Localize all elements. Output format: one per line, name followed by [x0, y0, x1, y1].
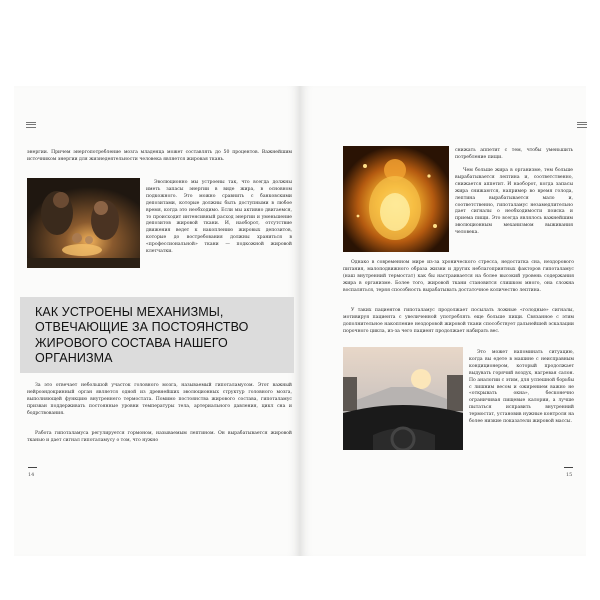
menu-icon	[577, 122, 587, 129]
left-page-number: 14	[28, 472, 35, 478]
glowing-body-image	[343, 146, 449, 252]
left-paragraph-1: За это отвечает небольшой участок головного мозга, называемый гипоталамусом. Этот важный нейроэндокринный орган является одной из древнейших эволюционных структур головного мозга, выполняющей функцию внутреннего термостата. Помимо постоянства жирового состава, гипоталамус призван поддерживать постоянные уровни температуры тела, артериального давления, цикл сна и бодрствования.	[27, 383, 292, 416]
right-middle-paragraph-2: У таких пациентов гипоталамус продолжает посылать ложные «голодные» сигналы, мотивируя пациента с увеличенной употреблять еще больше пищи. Связанное с этим дополнительное накопление нездоровой жировой ткани способствует дальнейшей эскалации порочного цикла, из-за чего пациент продолжает набирать вес.	[343, 308, 574, 334]
section-heading: КАК УСТРОЕНЫ МЕХАНИЗМЫ, ОТВЕЧАЮЩИЕ ЗА ПОСТОЯНСТВО ЖИРОВОГО СОСТАВА НАШЕГО ОРГАНИЗМА	[35, 305, 249, 366]
left-side-paragraph: Эволюционно мы устроены так, что всегда должны иметь запасы энергии в виде жира, в основном подкожного. Это можно сравнить с банковскими депозитами, которые должны быть доступными в любое время, когда это необходимо. Если мы активно двигаемся, то происходит интенсивный расход энергии и уменьшение депозитов жировой ткани. И, наоборот, отсутствие движения ведет к накоплению жировых депозитов, которые до востребования должны храниться в «профессиональной» ткани — подкожной жировой клетчатки.	[146, 180, 292, 255]
right-side-top-1: снижать аппетит с тем, чтобы уменьшить потребление пищи.	[455, 148, 573, 160]
menu-icon	[26, 122, 36, 129]
left-paragraph-2: Работа гипоталамуса регулируется гормоном, называемым лептином. Он вырабатывается жировой тканью и дает сигнал гипоталамусу о том, что нужно	[27, 431, 292, 443]
right-side-bottom: Это может напоминать ситуацию, когда вы едете в машине с неисправным кондиционером, который продолжает выдувать горячий воздух, нагревая салон. По аналогии с этим, для успешной борьбы с лишним весом и ожирением важно не «открывать окна», бесконечно ограничивая пищевые калории, а лучше пытаться исправить внутренний термостат, установив нужные контроля на более низкие показатели жировой массы.	[469, 350, 574, 425]
right-middle-paragraph-1: Однако в современном мире из-за хронического стресса, недостатка сна, нездорового питания, малоподвижного образа жизни и других неблагоприятных факторов гипоталамус (наш внутренний термостат) как бы настраивается на более высокий уровень содержания жира в организме. Более того, жировой ткани становится слишком много, она сложна воспаляться, теряя способность вырабатывать достаточное количество лептина.	[343, 260, 574, 293]
prehistoric-family-image	[27, 178, 140, 268]
car-windshield-image	[343, 347, 463, 450]
right-side-top-2: Чем больше жира в организме, тем больше вырабатывается лептина и, соответственно, снижается аппетит. И наоборот, когда запасы жира снижаются, например во время голода, лептина вырабатывается мало и, соответственно, гипоталамус незамедлительно дает сигналы о необходимости поиска и приема пищи. Это всегда являлось важнейшим эволюционным механизмом выживания человека.	[455, 168, 573, 236]
left-top-paragraph: энергии. Причем энергопотребление мозга младенца может составлять до 50 процентов. Важнейшим источником энергии для жизнедеятельности человека является жировая ткань.	[27, 150, 292, 162]
right-page-number: 15	[566, 472, 573, 478]
footer-rule	[564, 467, 573, 468]
footer-rule	[28, 467, 37, 468]
